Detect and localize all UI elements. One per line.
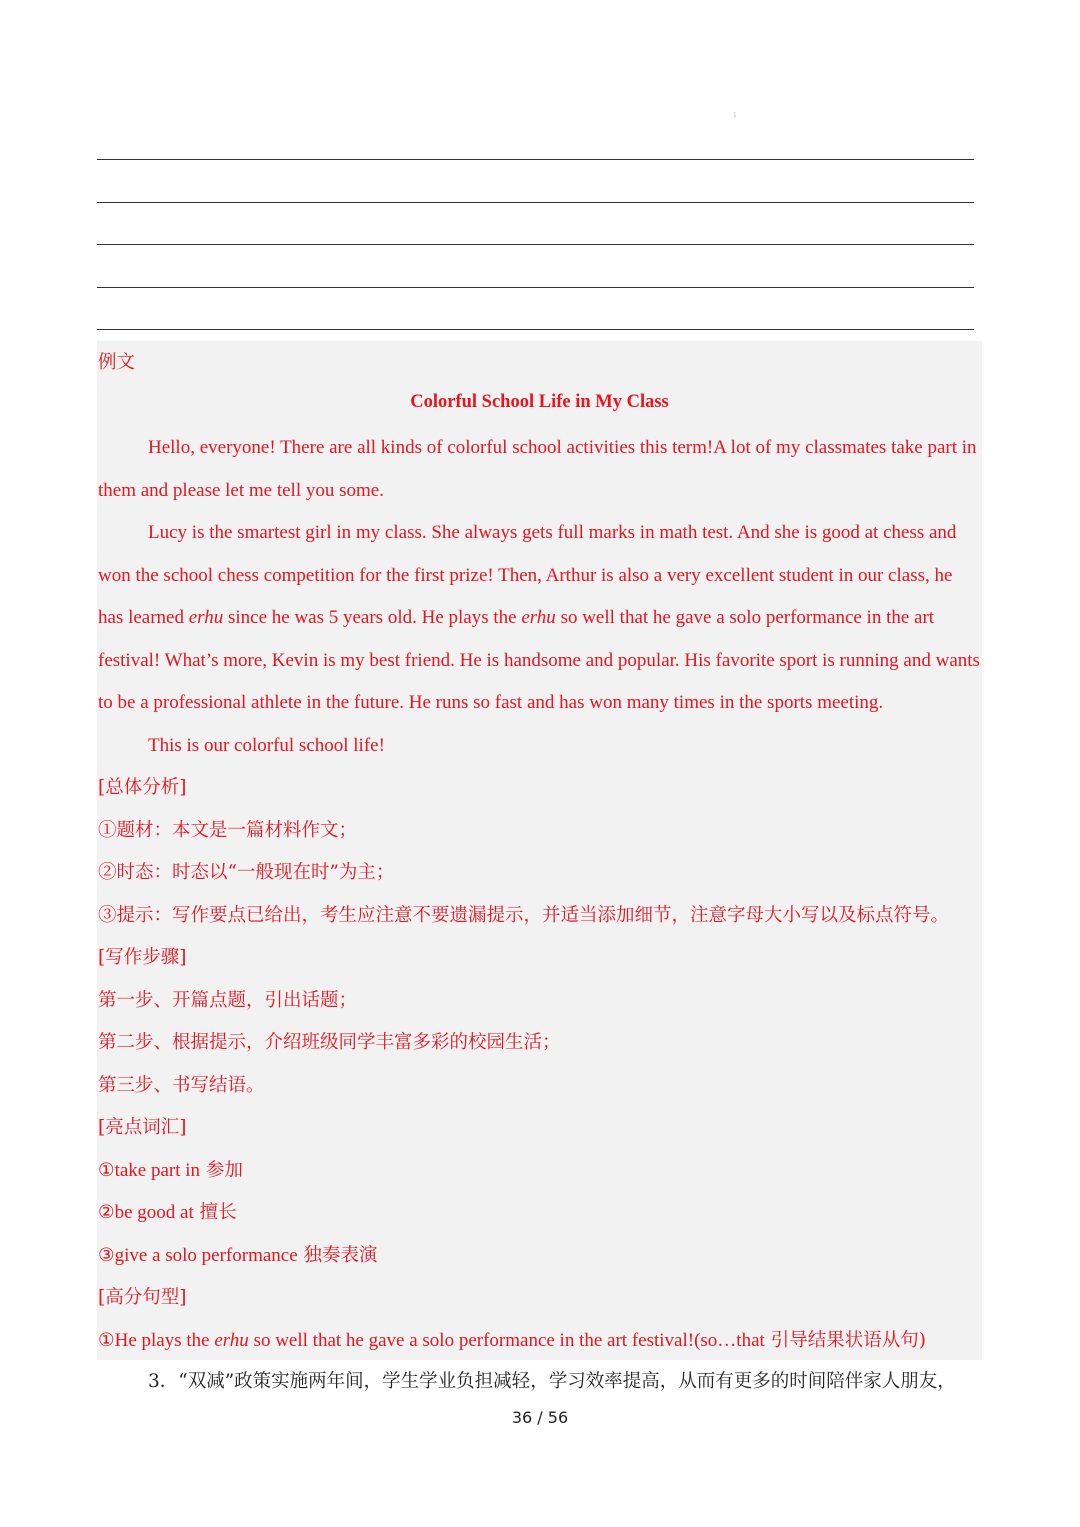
essay-line: to be a professional athlete in the future. He runs so fast and has won many times in the sports meeting. bbox=[98, 692, 884, 713]
page-number: 36 / 56 bbox=[511, 1408, 569, 1427]
essay-line: This is our colorful school life! bbox=[148, 735, 385, 756]
steps-item: 第三步、书写结语。 bbox=[98, 1075, 265, 1096]
answer-line bbox=[97, 244, 974, 245]
answer-line bbox=[97, 159, 974, 160]
vocab-item: ①take part in 参加 bbox=[98, 1160, 243, 1181]
analysis-item: ①题材：本文是一篇材料作文； bbox=[98, 820, 358, 841]
next-question: 3．“双减”政策实施两年间，学生学业负担减轻，学习效率提高，从而有更多的时间陪伴家人朋友， bbox=[148, 1371, 956, 1392]
analysis-heading: [总体分析] bbox=[98, 777, 187, 798]
page-corner-mark: 1 bbox=[733, 112, 737, 119]
steps-item: 第一步、开篇点题，引出话题； bbox=[98, 990, 358, 1011]
sentences-heading: [高分句型] bbox=[98, 1287, 187, 1308]
sample-label: 例文 bbox=[98, 352, 136, 373]
vocab-item: ③give a solo performance 独奏表演 bbox=[98, 1245, 378, 1266]
answer-line bbox=[97, 329, 974, 330]
essay-line: Lucy is the smartest girl in my class. She always gets full marks in math test. And she is good at chess and bbox=[148, 522, 957, 543]
answer-line bbox=[97, 202, 974, 203]
steps-heading: [写作步骤] bbox=[98, 947, 187, 968]
essay-line: them and please let me tell you some. bbox=[98, 480, 384, 501]
analysis-item: ②时态：时态以“一般现在时”为主； bbox=[98, 862, 395, 883]
answer-line bbox=[97, 287, 974, 288]
analysis-item: ③提示：写作要点已给出，考生应注意不要遗漏提示，并适当添加细节，注意字母大小写以及标点符号。 bbox=[98, 905, 950, 926]
essay-title: Colorful School Life in My Class bbox=[410, 392, 669, 412]
steps-item: 第二步、根据提示，介绍班级同学丰富多彩的校园生活； bbox=[98, 1032, 561, 1053]
sentence-item: ①He plays the erhu so well that he gave a solo performance in the art festival!(so…that 引导结果状语从句) bbox=[98, 1330, 926, 1351]
essay-line: has learned erhu since he was 5 years old. He plays the erhu so well that he gave a solo performance in the art bbox=[98, 607, 935, 628]
essay-line: won the school chess competition for the first prize! Then, Arthur is also a very excellent student in our class, he bbox=[98, 565, 953, 586]
essay-line: festival! What’s more, Kevin is my best friend. He is handsome and popular. His favorite sport is running and wants bbox=[98, 650, 980, 671]
vocab-item: ②be good at 擅长 bbox=[98, 1202, 237, 1223]
vocab-heading: [亮点词汇] bbox=[98, 1117, 187, 1138]
essay-line: Hello, everyone! There are all kinds of colorful school activities this term!A lot of my classmates take part in bbox=[148, 437, 977, 458]
